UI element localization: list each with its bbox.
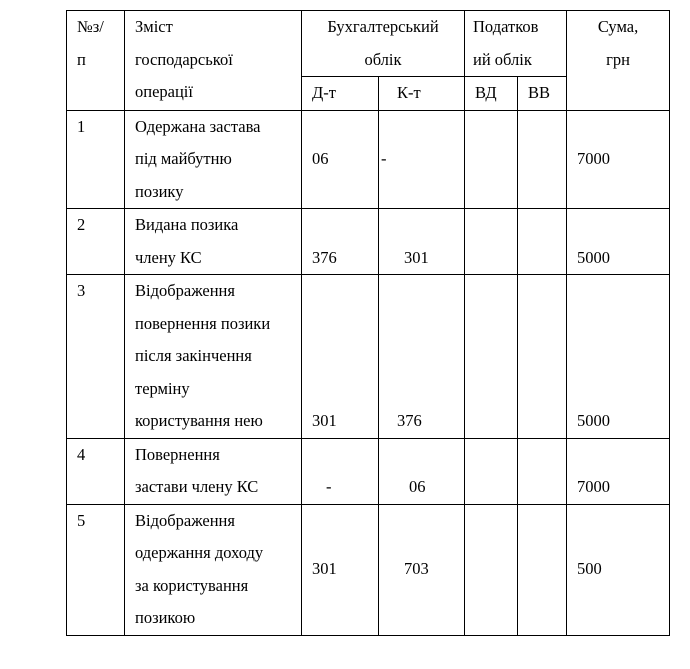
- row-sum: 500: [567, 504, 670, 635]
- row-debit: 301: [302, 275, 379, 439]
- header-num: №з/ п: [67, 11, 125, 111]
- header-sum: Сума, грн: [567, 11, 670, 111]
- row-vd: [465, 438, 518, 504]
- header-row: [67, 11, 670, 77]
- row-debit: 06: [302, 110, 379, 209]
- row-vv: [518, 504, 567, 635]
- row-credit: 376: [379, 275, 465, 439]
- row-credit: 703: [379, 504, 465, 635]
- row-num: 1: [67, 110, 125, 209]
- header-accounting: Бухгалтерський облік: [302, 11, 465, 77]
- row-vd: [465, 504, 518, 635]
- row-sum: 5000: [567, 275, 670, 439]
- row-vv: [518, 438, 567, 504]
- table-row: [67, 504, 670, 635]
- header-vv: ВВ: [518, 77, 567, 111]
- row-operation: Відображення одержання доходу за користування позикою: [125, 504, 302, 635]
- row-vd: [465, 110, 518, 209]
- table-row: [67, 438, 670, 504]
- row-vd: [465, 209, 518, 275]
- table-row: [67, 275, 670, 439]
- row-debit: -: [302, 438, 379, 504]
- row-vv: [518, 110, 567, 209]
- row-operation: Відображення повернення позики після закінчення терміну користування нею: [125, 275, 302, 439]
- row-num: 5: [67, 504, 125, 635]
- header-credit: К-т: [379, 77, 465, 111]
- row-num: 3: [67, 275, 125, 439]
- row-operation: Видана позика члену КС: [125, 209, 302, 275]
- row-debit: 301: [302, 504, 379, 635]
- row-vv: [518, 209, 567, 275]
- row-vd: [465, 275, 518, 439]
- row-operation: Одержана застава під майбутню позику: [125, 110, 302, 209]
- row-operation: Повернення застави члену КС: [125, 438, 302, 504]
- row-num: 4: [67, 438, 125, 504]
- accounting-table: [66, 10, 670, 636]
- table-row: [67, 209, 670, 275]
- table-row: [67, 110, 670, 209]
- row-sum: 5000: [567, 209, 670, 275]
- row-debit: 376: [302, 209, 379, 275]
- header-vd: ВД: [465, 77, 518, 111]
- header-debit: Д-т: [302, 77, 379, 111]
- row-vv: [518, 275, 567, 439]
- row-sum: 7000: [567, 438, 670, 504]
- row-credit: 06: [379, 438, 465, 504]
- row-sum: 7000: [567, 110, 670, 209]
- row-num: 2: [67, 209, 125, 275]
- header-tax: Податков ий облік: [465, 11, 567, 77]
- row-credit: 301: [379, 209, 465, 275]
- row-credit: -: [379, 110, 465, 209]
- header-operation: Зміст господарської операції: [125, 11, 302, 111]
